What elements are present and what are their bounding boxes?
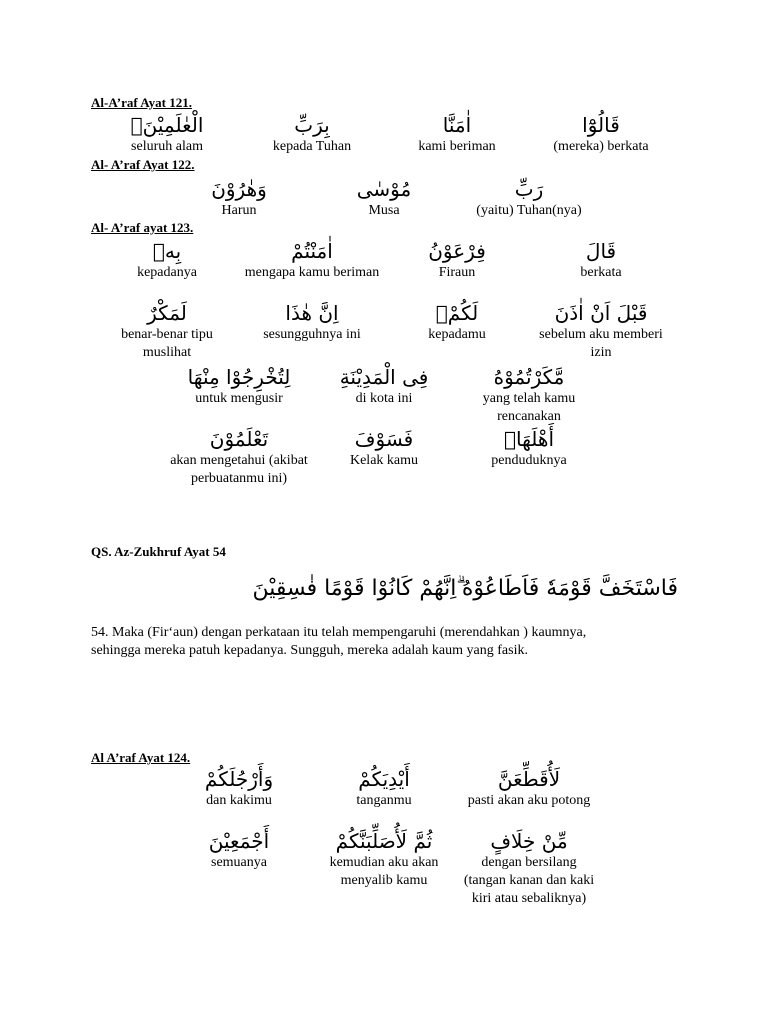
word-meaning: seluruh alam xyxy=(131,139,203,154)
word-meaning: yang telah kamu rencanakan xyxy=(482,391,576,424)
word-cell xyxy=(242,238,382,282)
arabic-word: فَسَوْفَ xyxy=(354,427,414,451)
word-cell xyxy=(387,300,527,344)
section-heading-araf-122: Al- A’raf Ayat 122. xyxy=(91,157,195,172)
arabic-word: لَأُقَطِّعَنَّ xyxy=(497,767,561,791)
section-heading-zukhruf-54: QS. Az-Zukhruf Ayat 54 xyxy=(91,544,226,559)
word-meaning: dengan bersilang (tangan kanan dan kaki kiri atau sebaliknya) xyxy=(463,855,595,906)
arabic-word: الْعٰلَمِيْنَۙ xyxy=(130,113,204,137)
arabic-word: فِرْعَوْنُ xyxy=(428,239,486,263)
word-cell xyxy=(314,364,454,408)
arabic-word: مِّنْ خِلَافٍ xyxy=(490,829,568,853)
word-meaning: semuanya xyxy=(211,855,267,870)
word-cell xyxy=(169,766,309,810)
arabic-word: لَكُمْۚ xyxy=(435,301,479,325)
word-meaning: berkata xyxy=(580,265,622,280)
word-cell xyxy=(97,300,237,362)
word-meaning: sesungguhnya ini xyxy=(263,327,361,342)
word-cell xyxy=(314,828,454,890)
section-heading-araf-121: Al-A’raf Ayat 121. xyxy=(91,95,192,110)
word-meaning: (mereka) berkata xyxy=(553,139,649,154)
word-meaning: tanganmu xyxy=(356,793,412,808)
word-cell xyxy=(242,112,382,156)
verse-translation xyxy=(91,624,691,660)
word-cell xyxy=(314,766,454,810)
word-meaning: kepadamu xyxy=(428,327,486,342)
word-meaning: Harun xyxy=(221,203,257,218)
word-meaning: kepada Tuhan xyxy=(272,139,352,154)
word-cell xyxy=(531,112,671,156)
arabic-word: رَبِّ xyxy=(514,177,544,201)
arabic-word: وَهٰرُوْنَ xyxy=(211,177,267,201)
arabic-word: قَالَ xyxy=(585,239,617,263)
word-meaning: untuk mengusir xyxy=(195,391,283,406)
translation-line: 54. Maka (Fir‘aun) dengan perkataan itu telah mempengaruhi (merendahkan ) kaumnya, xyxy=(91,625,587,640)
word-cell xyxy=(459,176,599,220)
arabic-word: اٰمَنَّا xyxy=(442,113,472,137)
word-cell xyxy=(459,766,599,810)
arabic-word: أَجْمَعِيْنَ xyxy=(208,829,270,853)
word-cell xyxy=(314,176,454,220)
arabic-word: تَعْلَمُوْنَ xyxy=(209,427,269,451)
arabic-word: أَهْلَهَاۚ xyxy=(503,427,555,451)
word-meaning: (yaitu) Tuhan(nya) xyxy=(476,203,582,218)
word-cell xyxy=(387,112,527,156)
arabic-word: قَالُوْٓا xyxy=(582,113,620,137)
word-meaning: kemudian aku akan menyalib kamu xyxy=(329,855,439,888)
verse-arabic: فَاسْتَخَفَّ قَوْمَهٗ فَاَطَاعُوْهُ ۗاِنَّهُمْ كَانُوْا قَوْمًا فٰسِقِيْنَ xyxy=(252,576,678,601)
arabic-word: بِرَبِّ xyxy=(294,113,330,137)
word-meaning: dan kakimu xyxy=(206,793,272,808)
word-cell xyxy=(97,112,237,156)
word-cell xyxy=(387,238,527,282)
word-cell xyxy=(314,426,454,470)
word-cell xyxy=(169,828,309,872)
word-cell xyxy=(459,364,599,426)
word-meaning: penduduknya xyxy=(491,453,567,468)
word-meaning: di kota ini xyxy=(355,391,413,406)
arabic-word: ثُمَّ لَأُصَلِّبَنَّكُمْ xyxy=(335,829,433,853)
arabic-word: اٰمَنْتُمْ xyxy=(291,239,333,263)
word-cell xyxy=(531,300,671,362)
word-meaning: mengapa kamu beriman xyxy=(244,265,380,280)
word-meaning: Musa xyxy=(368,203,400,218)
arabic-word: بِهٖ xyxy=(152,239,182,263)
word-cell xyxy=(169,364,309,408)
arabic-word: لَمَكْرٌ xyxy=(147,301,187,325)
arabic-word: أَيْدِيَكُمْ xyxy=(358,767,410,791)
word-meaning: Kelak kamu xyxy=(349,453,419,468)
word-cell xyxy=(459,426,599,470)
word-cell xyxy=(459,828,599,908)
word-cell xyxy=(169,176,309,220)
arabic-word: قَبْلَ اَنْ اٰذَنَ xyxy=(554,301,648,325)
word-meaning: akan mengetahui (akibat perbuatanmu ini) xyxy=(170,453,308,486)
word-cell xyxy=(531,238,671,282)
word-meaning: kepadanya xyxy=(137,265,197,280)
word-meaning: pasti akan aku potong xyxy=(467,793,591,808)
arabic-word: لِتُخْرِجُوْا مِنْهَا xyxy=(187,365,291,389)
arabic-word: فِى الْمَدِيْنَةِ xyxy=(339,365,429,389)
arabic-word: مَّكَرْتُمُوْهُ xyxy=(493,365,565,389)
word-meaning: sebelum aku memberi izin xyxy=(539,327,663,360)
arabic-word: مُوْسٰى xyxy=(356,177,412,201)
word-meaning: kami beriman xyxy=(418,139,496,154)
word-cell xyxy=(242,300,382,344)
arabic-word: اِنَّ هٰذَا xyxy=(285,301,339,325)
word-cell xyxy=(97,238,237,282)
section-heading-araf-124: Al A’raf Ayat 124. xyxy=(91,750,191,765)
word-cell xyxy=(169,426,309,488)
section-heading-araf-123: Al- A’raf ayat 123. xyxy=(91,220,194,235)
translation-line: sehingga mereka patuh kepadanya. Sungguh, mereka adalah kaum yang fasik. xyxy=(91,643,528,658)
word-meaning: benar-benar tipu muslihat xyxy=(121,327,213,360)
word-meaning: Firaun xyxy=(438,265,476,280)
arabic-word: وَأَرْجُلَكُمْ xyxy=(204,767,274,791)
